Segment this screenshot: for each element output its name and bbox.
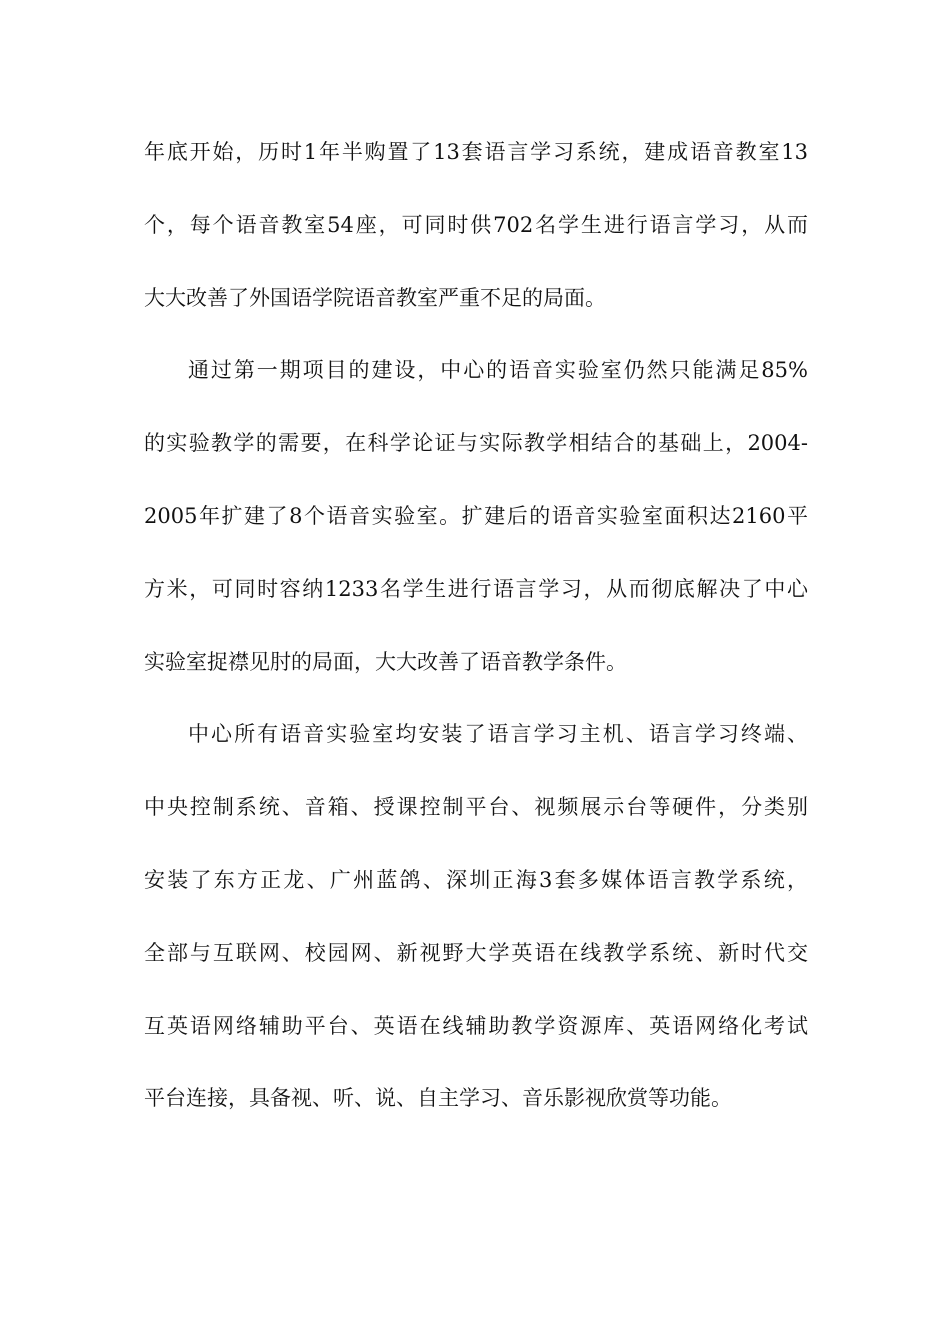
- text-line: 平台连接，具备视、听、说、自主学习、音乐影视欣赏等功能。: [144, 1086, 732, 1111]
- text-line: 大大改善了外国语学院语音教室严重不足的局面。: [144, 285, 606, 310]
- text-line: 实验室捉襟见肘的局面，大大改善了语音教学条件。: [144, 649, 627, 674]
- text-line: 全部与互联网、校园网、新视野大学英语在线教学系统、新时代交: [144, 940, 808, 965]
- text-line: 2005年扩建了8个语音实验室。扩建后的语音实验室面积达2160平: [144, 503, 808, 528]
- text-line: 中央控制系统、音箱、授课控制平台、视频展示台等硬件，分类别: [144, 795, 808, 820]
- text-line: 方米，可同时容纳1233名学生进行语言学习，从而彻底解决了中心: [144, 576, 808, 601]
- text-line: 个，每个语音教室54座，可同时供702名学生进行语言学习，从而: [144, 212, 808, 237]
- text-line: 中心所有语音实验室均安装了语言学习主机、语言学习终端、: [188, 722, 808, 747]
- text-line: 的实验教学的需要，在科学论证与实际教学相结合的基础上，2004-: [144, 431, 808, 456]
- text-line: 通过第一期项目的建设，中心的语音实验室仍然只能满足85%: [188, 358, 808, 383]
- text-line: 安装了东方正龙、广州蓝鸽、深圳正海3套多媒体语言教学系统，: [144, 867, 808, 892]
- text-line: 年底开始，历时1年半购置了13套语言学习系统，建成语音教室13: [144, 140, 808, 164]
- body-text: [144, 126, 808, 1145]
- text-line: 互英语网络辅助平台、英语在线辅助教学资源库、英语网络化考试: [144, 1013, 808, 1038]
